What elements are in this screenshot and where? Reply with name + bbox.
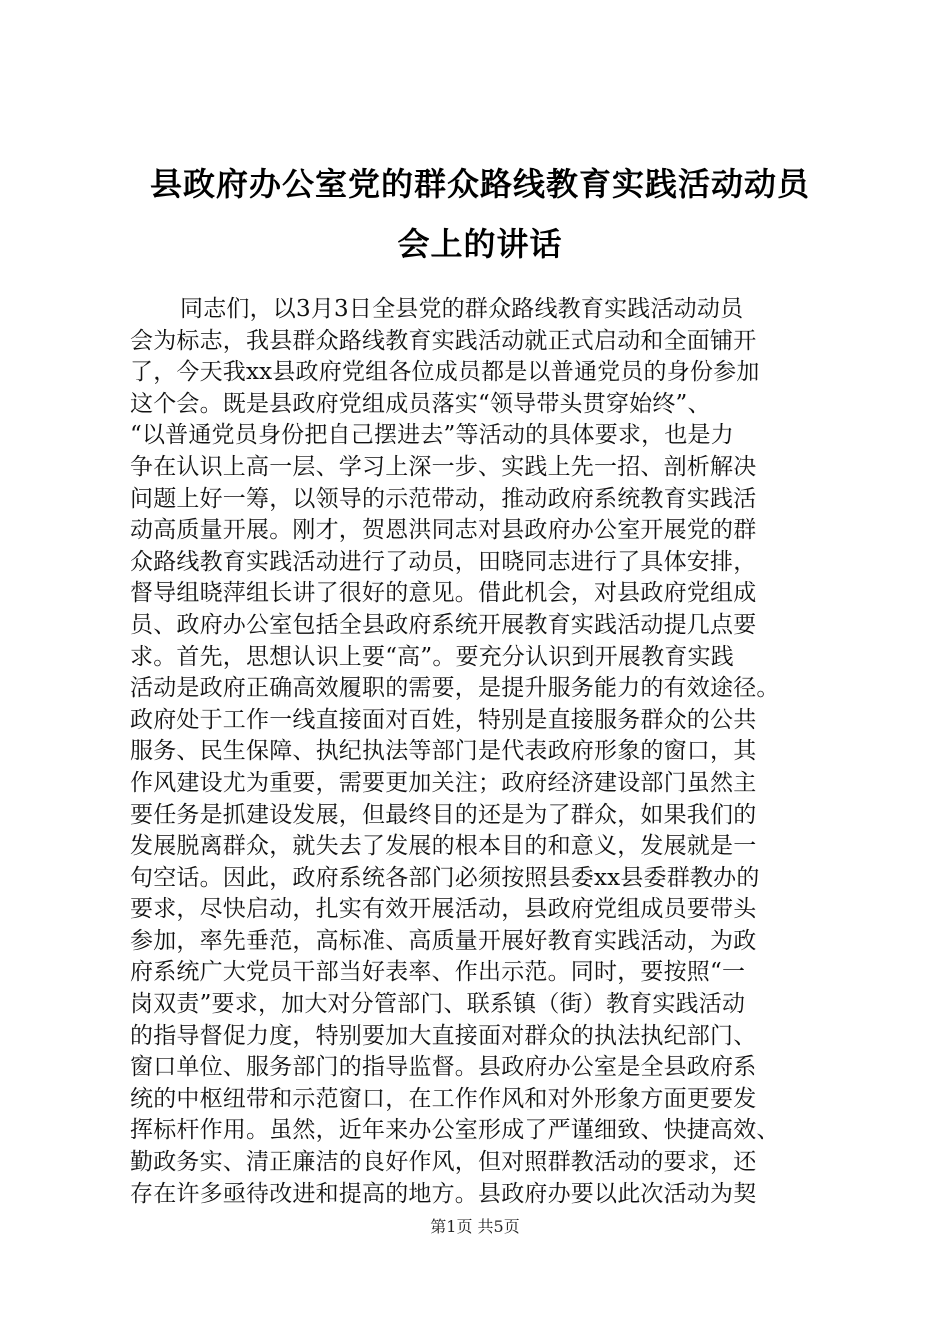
body-line: 同志们，以3月3日全县党的群众路线教育实践活动动员: [180, 296, 744, 322]
body-line: 求。首先，思想认识上要“高”。要充分认识到开展教育实践: [130, 643, 734, 670]
body-line: 句空话。因此，政府系统各部门必须按照县委xx县委群教办的: [130, 864, 760, 891]
body-line: 员、政府办公室包括全县政府系统开展教育实践活动提几点要: [130, 611, 757, 638]
body-line: 督导组晓萍组长讲了很好的意见。借此机会，对县政府党组成: [130, 580, 757, 607]
body-line: 这个会。既是县政府党组成员落实“领导带头贯穿始终”、: [130, 390, 711, 417]
page-footer: 第1页 共5页: [430, 1217, 520, 1236]
body-line: “以普通党员身份把自己摆进去”等活动的具体要求，也是力: [130, 422, 734, 449]
body-line: 要任务是抓建设发展，但最终目的还是为了群众，如果我们的: [130, 801, 757, 828]
body-line: 要求，尽快启动，扎实有效开展活动，县政府党组成员要带头: [130, 896, 757, 923]
body-line: 挥标杆作用。虽然，近年来办公室形成了严谨细致、快捷高效、: [130, 1117, 780, 1144]
body-line: 勤政务实、清正廉洁的良好作风，但对照群教活动的要求，还: [130, 1149, 757, 1176]
body-line: 活动是政府正确高效履职的需要，是提升服务能力的有效途径。: [130, 675, 780, 702]
body-line: 服务、民生保障、执纪执法等部门是代表政府形象的窗口，其: [130, 738, 757, 765]
body-line: 岗双责”要求，加大对分管部门、联系镇（街）教育实践活动: [130, 991, 746, 1018]
body-paragraph: [130, 294, 850, 1210]
title-line-2: 会上的讲话: [397, 225, 563, 263]
body-line: 府系统广大党员干部当好表率、作出示范。同时，要按照“一: [130, 959, 746, 986]
body-line: 发展脱离群众，就失去了发展的根本目的和意义，发展就是一: [130, 833, 757, 860]
body-line: 统的中枢纽带和示范窗口，在工作作风和对外形象方面更要发: [130, 1085, 757, 1112]
body-line: 动高质量开展。刚才，贺恩洪同志对县政府办公室开展党的群: [130, 517, 757, 544]
body-line: 存在许多亟待改进和提高的地方。县政府办要以此次活动为契: [130, 1180, 757, 1207]
body-line: 众路线教育实践活动进行了动员，田晓同志进行了具体安排，: [130, 548, 757, 575]
title-line-1: 县政府办公室党的群众路线教育实践活动动员: [149, 165, 810, 203]
body-line: 的指导督促力度，特别要加大直接面对群众的执法执纪部门、: [130, 1022, 757, 1049]
body-line: 会为标志，我县群众路线教育实践活动就正式启动和全面铺开: [130, 327, 757, 354]
body-line: 了，今天我xx县政府党组各位成员都是以普通党员的身份参加: [130, 359, 760, 386]
document-title: [120, 160, 840, 268]
body-line: 问题上好一筹，以领导的示范带动，推动政府系统教育实践活: [130, 485, 757, 512]
body-line: 政府处于工作一线直接面对百姓，特别是直接服务群众的公共: [130, 706, 757, 733]
body-line: 争在认识上高一层、学习上深一步、实践上先一招、剖析解决: [130, 453, 757, 480]
body-line: 作风建设尤为重要，需要更加关注；政府经济建设部门虽然主: [130, 769, 757, 796]
body-line: 参加，率先垂范，高标准、高质量开展好教育实践活动，为政: [130, 927, 757, 954]
body-line: 窗口单位、服务部门的指导监督。县政府办公室是全县政府系: [130, 1054, 757, 1081]
